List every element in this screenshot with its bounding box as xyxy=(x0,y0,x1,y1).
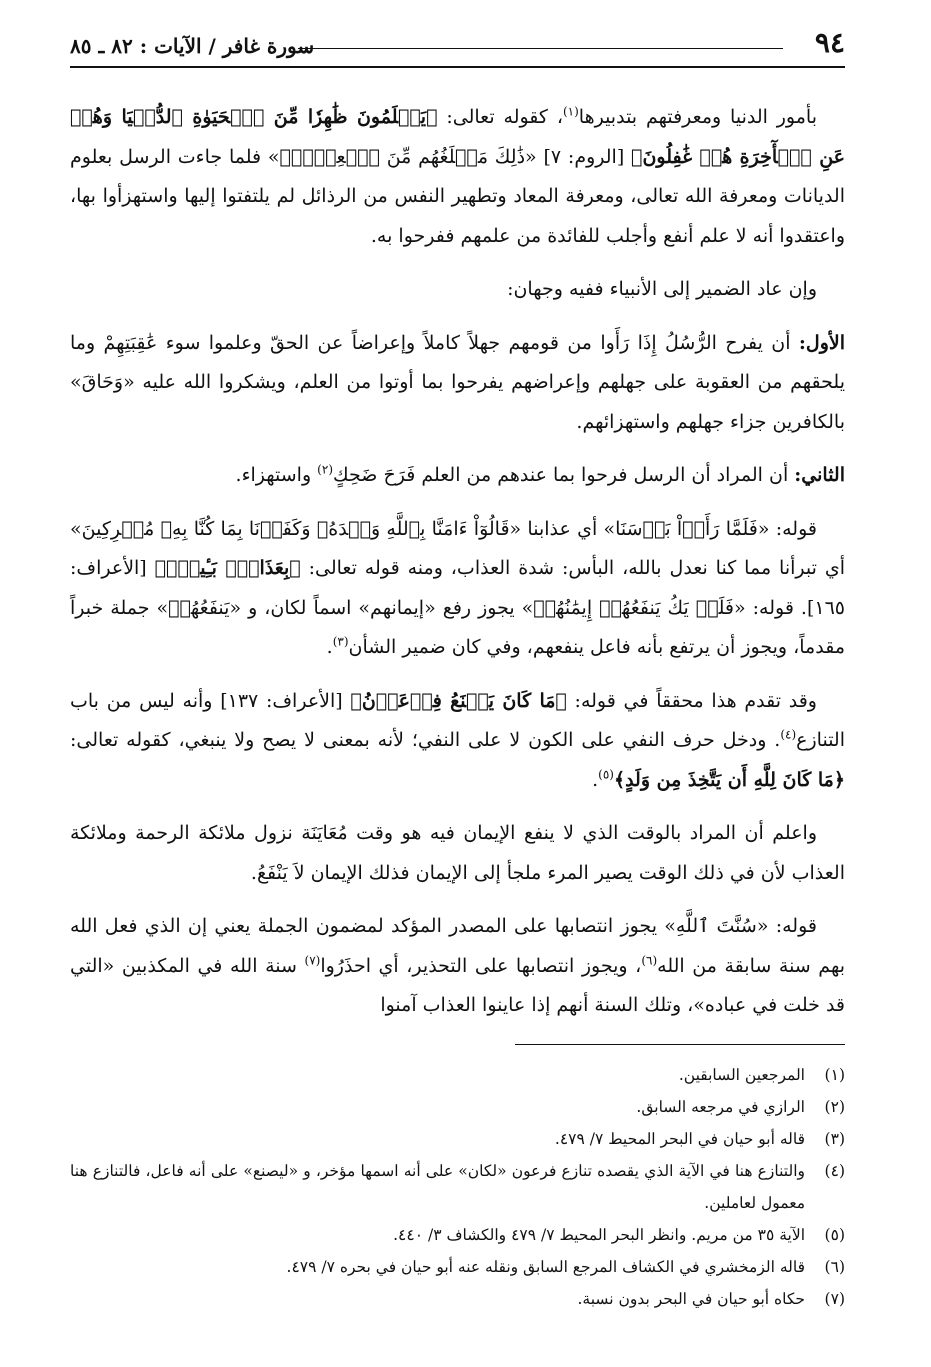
section-label: الثاني: xyxy=(794,464,845,486)
page-header xyxy=(70,28,845,62)
main-text xyxy=(70,98,845,1026)
text-run: واعلم أن المراد بالوقت الذي لا ينفع الإيمان فيه هو وقت مُعَايَنَة نزول ملائكة الرحمة وملائكة العذاب لأن في ذلك الوقت يصير المرء ملجأ إلى الإيمان فذلك الإيمان لاَ يَنْفَعُ. xyxy=(70,822,845,884)
text-run: [الروم: ٧] «ذَٰلِكَ مَبۡلَغُهُم مِّنَ ٱلۡعِلۡمِۚ» فلما جاءت الرسل بعلوم الديانات ومعرفة الله تعالى، ومعرفة المعاد وتطهير النفس من الرذائل لم يلتفتوا إليها واستهزأوا بها، واعتقدوا أنه لا علم أنفع وأجلب للفائدة من علمهم ففرحوا به. xyxy=(70,145,845,247)
footnote-text: حكاه أبو حيان في البحر بدون نسبة. xyxy=(577,1289,805,1308)
paragraph xyxy=(70,907,845,1026)
paragraph xyxy=(70,456,845,496)
footnote-number: (١) xyxy=(824,1065,845,1084)
footnote-number: (٤) xyxy=(824,1161,845,1180)
footnote-item xyxy=(70,1059,845,1091)
text-run: . xyxy=(592,768,599,791)
footnote-text: قاله أبو حيان في البحر المحيط ٧/ ٤٧٩. xyxy=(554,1129,805,1148)
running-title: سورة غافر / الآيات : ٨٢ ـ ٨٥ xyxy=(70,34,315,58)
text-run: وقد تقدم هذا محققاً في قوله: xyxy=(566,689,817,712)
footnote-item xyxy=(70,1091,845,1123)
text-run: بأمور الدنيا ومعرفتهم بتدبيرها xyxy=(578,106,818,128)
text-run: أن المراد أن الرسل فرحوا بما عندهم من العلم فَرَحَ ضَحِكٍ xyxy=(333,464,795,486)
paragraph xyxy=(70,682,845,801)
footnote-item xyxy=(70,1123,845,1155)
footnote-marker: (٦) xyxy=(641,953,658,968)
paragraph xyxy=(70,814,845,893)
text-run: [الأعراف: ١٣٧] وأنه ليس من باب التنازع xyxy=(70,689,845,751)
paragraph xyxy=(70,324,845,443)
text-run: . ودخل حرف النفي على الكون لا على النفي؛ لأنه بمعنى لا يصح ولا ينبغي، كقوله تعالى: xyxy=(70,729,781,751)
paragraph xyxy=(70,270,845,310)
footnote-text: والتنازع هنا في الآية الذي يقصده تنازع فرعون «لكان» على أنه اسمها مؤخر، و «ليصنع» على أنه فاعل، فالتنازع هنا معمول لعاملين. xyxy=(70,1161,805,1212)
footnote-text: الرازي في مرجعه السابق. xyxy=(636,1097,805,1116)
footnote-number: (٢) xyxy=(824,1097,845,1116)
footnote-marker: (٣) xyxy=(332,634,349,649)
page-number: ٩٤ xyxy=(814,26,845,59)
text-run: أن يفرح الرُّسُلُ إِذَا رَأَوا من قومهم جهلاً كاملاً وإعراضاً عن الحقّ وعلموا سوء عَٰقِبَتِهِمْ وما يلحقهم من العقوبة على جهلهم وإعراضهم يفرحوا بما أوتوا من العلم، ويشكروا الله عليه «وَحَاقَ» بالكافرين جزاء جهلهم واستهزائهم. xyxy=(70,331,845,433)
text-run: سنة الله في المكذبين «التي قد خلت في عباده»، وتلك السنة أنهم إذا عاينوا العذاب آمنوا xyxy=(70,954,845,1016)
header-underline xyxy=(70,66,845,68)
text-run: واستهزاء. xyxy=(235,464,318,486)
text-run: ، كقوله تعالى: xyxy=(437,106,563,128)
footnote-number: (٦) xyxy=(824,1257,845,1276)
footnote-marker: (١) xyxy=(562,104,579,119)
header-rule xyxy=(298,48,783,49)
footnote-marker: (٢) xyxy=(317,462,333,477)
footnote-text: المرجعين السابقين. xyxy=(678,1065,805,1084)
footnote-number: (٧) xyxy=(824,1289,845,1308)
quran-quote: ﴿مَا كَانَ لِلَّهِ أَن يَتَّخِذَ مِن وَلَدٍ﴾ xyxy=(613,768,845,791)
footnote-item xyxy=(70,1155,845,1219)
footnote-marker: (٥) xyxy=(598,767,614,782)
quran-quote: ﴿مَا كَانَ يَصۡنَعُ فِرۡعَوۡنُ﴾ xyxy=(350,689,567,712)
footnote-number: (٣) xyxy=(824,1129,845,1148)
footnote-marker: (٤) xyxy=(780,727,797,742)
footnote-item xyxy=(70,1251,845,1283)
footnote-marker: (٧) xyxy=(304,953,321,968)
text-run: ، ويجوز انتصابها على التحذير، أي احذَرُوا xyxy=(320,954,642,977)
quran-quote: ﴿يَعۡلَمُونَ ظَٰهِرٗا مِّنَ ٱلۡحَيَوٰةِ ٱلدُّنۡيَا وَهُمۡ عَنِ ٱلۡأٓخِرَةِ هُمۡ غَٰفِلُونَ﴾ xyxy=(70,106,845,168)
text-run: [الأعراف: ١٦٥]. قوله: «فَلَمۡ يَكُ يَنفَعُهُمۡ إِيمَٰنُهُمۡ» يجوز رفع «إيمانهم» اسماً لكان، و «يَنفَعُهُمۡ» جملة خبراً مقدماً، ويجوز أن يرتفع بأنه فاعل ينفعهم، وفي كان ضمير الشأن xyxy=(70,557,845,658)
footnote-text: الآية ٣٥ من مريم. وانظر البحر المحيط ٧/ ٤٧٩ والكشاف ٣/ ٤٤٠. xyxy=(393,1225,805,1244)
section-label: الأول: xyxy=(798,331,845,354)
paragraph xyxy=(70,98,845,256)
footnote-item xyxy=(70,1283,845,1315)
footnotes-list xyxy=(70,1059,845,1315)
text-run: قوله: «فَلَمَّا رَأَوۡاْ بَأۡسَنَا» أي عذابنا «قَالُوٓاْ ءَامَنَّا بِٱللَّهِ وَحۡدَهُۥ وَكَفَرۡنَا بِمَا كُنَّا بِهِۦ مُشۡرِكِينَ» أي تبرأنا مما كنا نعدل بالله، البأس: شدة العذاب، ومنه قوله تعالى: xyxy=(70,517,845,579)
footnote-item xyxy=(70,1219,845,1251)
text-run: وإن عاد الضمير إلى الأنبياء ففيه وجهان: xyxy=(507,278,817,300)
text-run: قوله: «سُنَّتَ ٱللَّهِ» يجوز انتصابها على المصدر المؤكد لمضمون الجملة يعني إن الذي فعل الله بهم سنة سابقة من الله xyxy=(70,915,845,977)
quran-quote: ﴿بِعَذَابِۭ بَـِٔيسِۭ﴾ xyxy=(154,557,301,579)
paragraph xyxy=(70,510,845,668)
text-run: . xyxy=(326,636,333,658)
book-page xyxy=(70,28,845,1315)
footnote-text: قاله الزمخشري في الكشاف المرجع السابق ونقله عنه أبو حيان في بحره ٧/ ٤٧٩. xyxy=(286,1257,805,1276)
footnote-number: (٥) xyxy=(824,1225,845,1244)
footnote-separator xyxy=(515,1044,845,1045)
